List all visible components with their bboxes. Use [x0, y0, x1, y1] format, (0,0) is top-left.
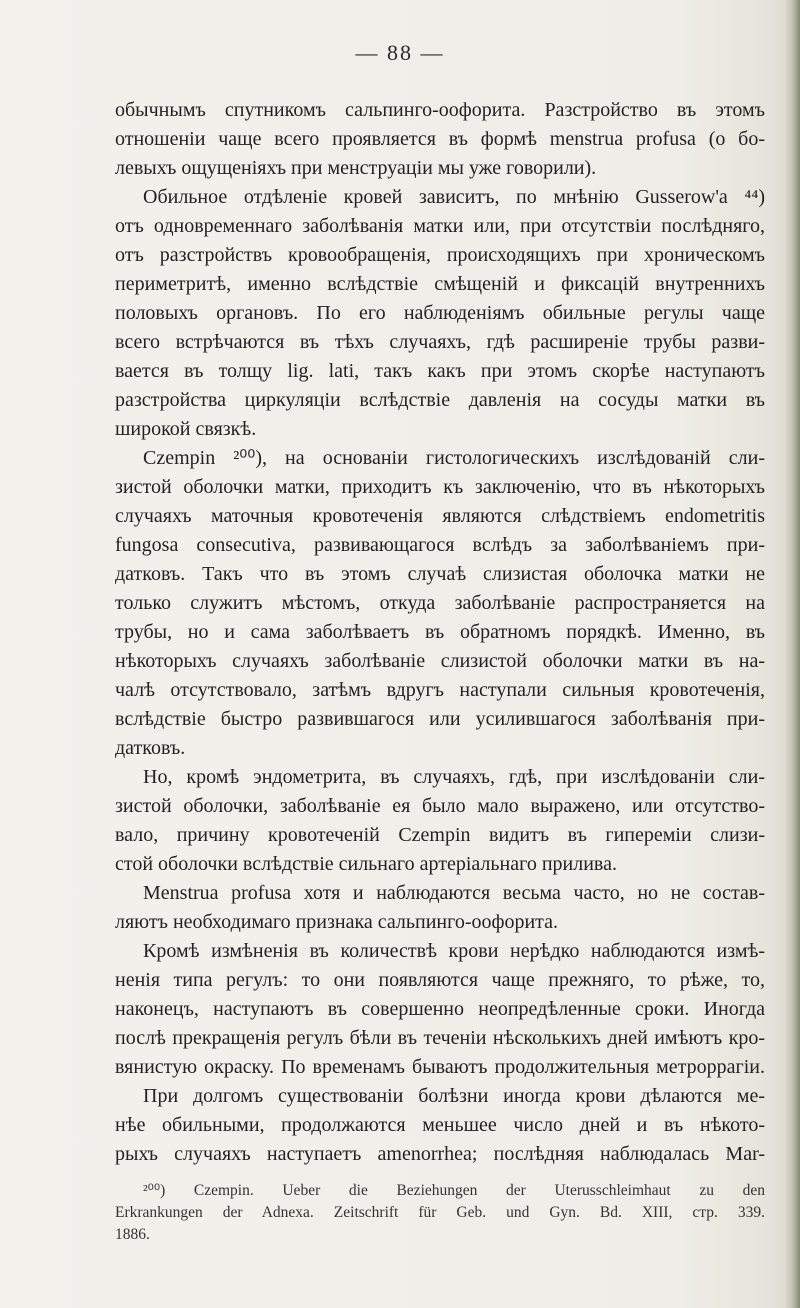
footnote [115, 1180, 765, 1246]
body-text-line: половыхъ органовъ. По его наблюденіямъ обильные регулы чаще [115, 302, 765, 324]
body-text-line: fungosa consecutiva, развивающагося вслѣдъ за заболѣваніемъ при- [115, 534, 765, 556]
body-text-line: случаяхъ маточныя кровотеченія являются слѣдствіемъ endometritis [115, 505, 765, 527]
body-text-line: Но, кромѣ эндометрита, въ случаяхъ, гдѣ, при изслѣдованіи сли- [143, 766, 765, 788]
body-text-line: вается въ толщу lig. lati, такъ какъ при этомъ скорѣе наступаютъ [115, 360, 765, 382]
page-number: — 88 — [355, 40, 445, 65]
body-text-line: Menstrua profusa хотя и наблюдаются весьма часто, но не состав- [143, 882, 765, 904]
body-text-line: Czempin ²⁰⁰), на основаніи гистологическихъ изслѣдованій сли- [143, 447, 765, 469]
body-text-line: нѣкоторыхъ случаяхъ заболѣваніе слизистой оболочки матки въ на- [115, 650, 765, 672]
body-text-line: ненія типа регулъ: то они появляются чаще прежняго, то рѣже, то, [115, 969, 765, 991]
book-binding-edge [786, 0, 800, 1308]
body-text-line: чалѣ отсутствовало, затѣмъ вдругъ наступали сильныя кровотеченія, [115, 679, 765, 701]
body-text-line: периметритѣ, именно вслѣдствіе смѣщеній и фиксацій внутреннихъ [115, 273, 765, 295]
body-text-line: наконецъ, наступаютъ въ совершенно неопредѣленные сроки. Иногда [115, 998, 765, 1020]
body-text-line: датковъ. Такъ что въ этомъ случаѣ слизистая оболочка матки не [115, 563, 765, 585]
body-text-line: Кромѣ измѣненія въ количествѣ крови нерѣдко наблюдаются измѣ- [143, 940, 765, 962]
body-text-line: вслѣдствіе быстро развившагося или усилившагося заболѣванія при- [115, 708, 765, 730]
body-text-line: стой оболочки вслѣдствіе сильнаго артеріальнаго прилива. [115, 853, 617, 875]
body-text-line: вало, причину кровотеченій Czempin видитъ въ гипереміи слизи- [115, 824, 765, 846]
footnote-line: 1886. [115, 1226, 150, 1243]
body-text-line: только служитъ мѣстомъ, откуда заболѣваніе распространяется на [115, 592, 765, 614]
body-text-line: вянистую окраску. По временамъ бываютъ продолжительныя метроррагіи. [115, 1056, 765, 1078]
body-text-line: ляютъ необходимаго признака сальпинго-оофорита. [115, 911, 559, 933]
body-text-line: зистой оболочки матки, приходитъ къ заключенію, что въ нѣкоторыхъ [115, 476, 765, 498]
body-text-line: послѣ прекращенія регулъ бѣли въ теченіи нѣсколькихъ дней имѣютъ кро- [115, 1027, 765, 1049]
footnote-line: ²⁰⁰) Czempin. Ueber die Beziehungen der Uterusschleimhaut zu den [143, 1182, 765, 1199]
body-text-line: широкой связкѣ. [115, 418, 257, 440]
body-text-line: Обильное отдѣленіе кровей зависитъ, по мнѣнію Gusserow'a ⁴⁴) [143, 186, 765, 208]
body-text-line: отношеніи чаще всего проявляется въ формѣ menstrua profusa (o бо- [115, 128, 765, 150]
footnote-line: Erkrankungen der Adnexa. Zeitschrift für Geb. und Gyn. Bd. XIII, стр. 339. [115, 1204, 765, 1221]
body-text-line: отъ одновременнаго заболѣванія матки или, при отсутствіи послѣдняго, [115, 215, 765, 237]
body-text-line: всего встрѣчаются въ тѣхъ случаяхъ, гдѣ расширеніе трубы разви- [115, 331, 765, 353]
body-text-line: обычнымъ спутникомъ сальпинго-оофорита. Разстройство въ этомъ [115, 99, 765, 121]
body-text-line: нѣе обильными, продолжаются меньшее число дней и въ нѣкото- [115, 1114, 765, 1136]
body-text-line: разстройства циркуляціи вслѣдствіе давленія на сосуды матки въ [115, 389, 765, 411]
body-text [115, 96, 765, 1169]
body-text-line: левыхъ ощущеніяхъ при менструаціи мы уже говорили). [115, 157, 597, 179]
body-text-line: зистой оболочки, заболѣваніе ея было мало выражено, или отсутство- [115, 795, 765, 817]
body-text-line: рыхъ случаяхъ наступаетъ amenorrhea; послѣдняя наблюдалась Mar- [115, 1143, 765, 1165]
body-text-line: отъ разстройствъ кровообращенія, происходящихъ при хроническомъ [115, 244, 765, 266]
body-text-line: трубы, но и сама заболѣваетъ въ обратномъ порядкѣ. Именно, въ [115, 621, 765, 643]
body-text-line: При долгомъ существованіи болѣзни иногда крови дѣлаются ме- [143, 1085, 765, 1107]
body-text-line: датковъ. [115, 737, 186, 759]
